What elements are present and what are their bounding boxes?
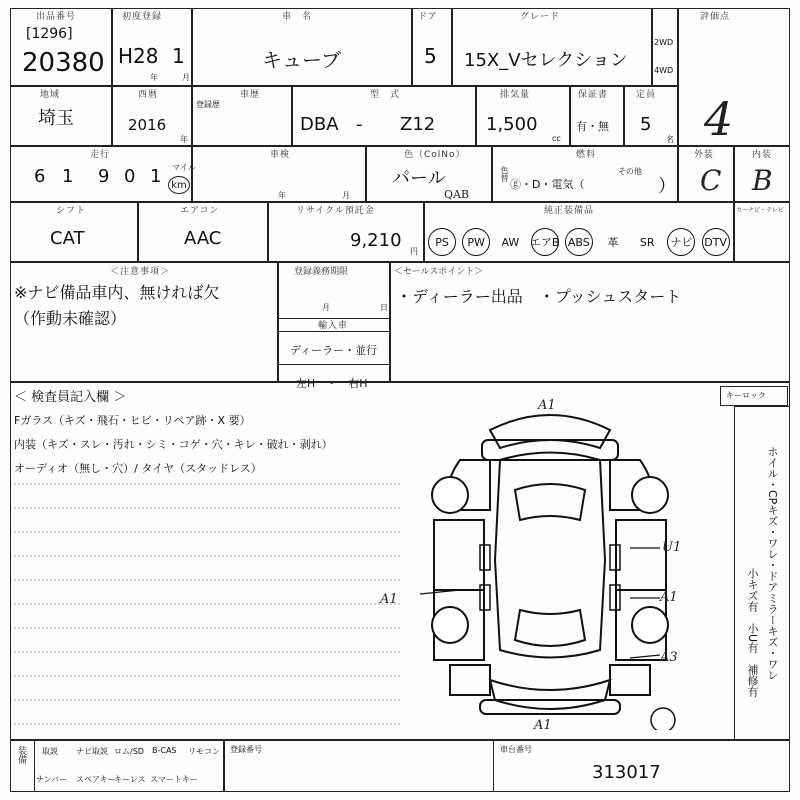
import-label: 輸入車 — [318, 321, 349, 331]
grade-value: 15X_Vセレクション — [464, 50, 628, 71]
footer-bottom-3: キーレス — [114, 775, 146, 784]
car-name: キューブ — [262, 48, 341, 72]
mileage-digit-2: 1 — [62, 166, 74, 187]
notes-line-1: ※ナビ備品車内、無ければ欠 — [14, 283, 220, 302]
color-change-label: 色替 — [500, 166, 509, 182]
grade-label: グレード — [520, 12, 561, 22]
damage-mark-left: A1 — [380, 592, 398, 607]
side-notes-col-1: ホイル・CPキズ・ワレ・ドアミラーキズ・ワレ — [766, 446, 779, 681]
notes-line-2: （作動未確認） — [14, 309, 127, 328]
damage-mark-right-front: U1 — [662, 540, 682, 555]
damage-mark-right-rear: A1 — [660, 590, 678, 605]
inspection-label: 車検 — [270, 150, 291, 160]
reg-number-box — [224, 740, 494, 792]
model-code: Z12 — [400, 114, 436, 135]
history-label: 車歴 — [240, 90, 261, 100]
model-label: 型 式 — [370, 90, 401, 100]
inspection-month-unit: 月 — [342, 191, 350, 200]
recycle-label: リサイクル預託金 — [296, 206, 375, 216]
western-year-label: 西暦 — [138, 90, 159, 100]
chassis-label: 車台番号 — [500, 745, 532, 754]
equipment-item-3: AW — [501, 235, 520, 249]
lot-sub-number: [1296] — [26, 26, 73, 42]
sales-text: ・ディーラー出品 ・プッシュスタート — [396, 287, 682, 306]
car-name-label: 車 名 — [282, 12, 313, 22]
expiry-label: 登録義務期限 — [294, 267, 349, 277]
model-prefix: DBA — [300, 114, 339, 135]
mileage-digit-1: 6 — [34, 166, 46, 187]
drive-2wd: 2WD — [654, 38, 674, 47]
footer-top-4: B-CAS — [152, 746, 177, 755]
footer-bottom-2: スペアキー — [76, 775, 116, 784]
mileage-digit-4: 0 — [124, 166, 136, 187]
footer-left-label: 装備 — [16, 746, 26, 764]
side-notes-box — [734, 406, 790, 740]
inspector-line-2: 内装（キズ・スレ・汚れ・シミ・コゲ・穴・キレ・破れ・剥れ） — [14, 438, 333, 451]
first-reg-year-unit: 年 — [150, 73, 158, 82]
mileage-digit-5: 1 — [150, 166, 162, 187]
first-reg-month-unit: 月 — [182, 73, 190, 82]
drive-4wd: 4WD — [654, 66, 674, 75]
displacement-label: 排気量 — [500, 90, 531, 100]
first-reg-label: 初度登録 — [122, 12, 163, 22]
equipment-item-4: エアB — [531, 228, 559, 256]
color-code: QAB — [444, 188, 470, 201]
footer-bottom-1: ナンバー — [36, 775, 68, 784]
exterior-label: 外装 — [694, 150, 715, 160]
region-value: 埼玉 — [38, 108, 74, 129]
region-label: 地域 — [40, 90, 61, 100]
equipment-label: 純正装備品 — [544, 206, 595, 216]
car-diagram — [420, 400, 680, 730]
capacity-label: 定員 — [636, 90, 657, 100]
recycle-unit: 円 — [410, 247, 418, 256]
reg-number-label: 登録番号 — [230, 745, 262, 754]
fuel-label: 燃料 — [576, 150, 597, 160]
interior-label: 内装 — [752, 150, 773, 160]
footer-top-5: リモコン — [188, 747, 220, 756]
mileage-digit-3: 9 — [98, 166, 110, 187]
interior-grade: B — [752, 164, 773, 197]
damage-mark-rear: A1 — [534, 718, 552, 733]
ac-label: エアコン — [180, 206, 220, 216]
lot-label: 出品番号 — [36, 12, 77, 22]
color-name: パール — [392, 168, 446, 189]
mile-sub-label: マイル — [172, 163, 196, 172]
fuel-options: ⓖ・D・電気（ — [510, 178, 585, 191]
capacity-unit: 名 — [666, 135, 674, 144]
footer-top-2: ナビ取説 — [76, 747, 108, 756]
equipment-item-6: 革 — [607, 236, 619, 249]
damage-mark-rear-quarter: A3 — [660, 650, 678, 665]
door-count: 5 — [424, 44, 437, 68]
exterior-grade: C — [700, 164, 722, 197]
sales-label: ＜セールスポイント＞ — [394, 267, 484, 277]
ac-value: AAC — [184, 228, 222, 249]
fuel-other-label: その他 — [618, 167, 642, 176]
warranty-value: 有・無 — [576, 120, 609, 133]
mileage-label: 走行 — [90, 150, 111, 160]
history-sub-label: 登録歴 — [196, 100, 220, 109]
equipment-item-1: PS — [428, 228, 456, 256]
lot-number: 20380 — [22, 48, 105, 78]
mileage-unit: km — [168, 176, 190, 194]
fuel-close: ） — [658, 176, 676, 197]
equipment-item-5: ABS — [565, 228, 593, 256]
dealer-value: ディーラー・並行 — [290, 344, 378, 357]
damage-mark-front: A1 — [538, 398, 556, 413]
warranty-label: 保証書 — [578, 90, 609, 100]
western-year-unit: 年 — [180, 135, 188, 144]
first-reg-month: 1 — [172, 44, 185, 68]
first-reg-era: H28 — [118, 44, 159, 68]
inspection-year-unit: 年 — [278, 191, 286, 200]
equipment-item-2: PW — [462, 228, 490, 256]
car-nav-label: カーナビ・テレビ — [736, 207, 784, 214]
expiry-month-unit: 月 — [322, 303, 330, 312]
recycle-value: 9,210 — [350, 230, 402, 251]
western-year: 2016 — [128, 116, 167, 134]
footer-top-1: 取説 — [42, 747, 58, 756]
rating-label: 評価点 — [700, 12, 731, 22]
equipment-item-9: DTV — [702, 228, 730, 256]
displacement-value: 1,500 — [486, 114, 538, 135]
door-label: ドア — [418, 12, 438, 22]
shift-value: CAT — [50, 228, 85, 249]
steering-value: 左H ・ 右H — [296, 377, 368, 390]
shift-label: シフト — [56, 206, 87, 216]
displacement-unit: cc — [552, 134, 561, 143]
color-label: 色（ColNo） — [404, 150, 466, 160]
equipment-item-8: ナビ — [667, 228, 695, 256]
chassis-number: 313017 — [592, 762, 661, 783]
capacity-value: 5 — [640, 114, 652, 135]
equipment-item-7: SR — [639, 235, 655, 249]
inspector-line-1: Fガラス（キズ・飛石・ヒビ・リペア跡・X 要） — [14, 414, 251, 427]
footer-top-3: ロム/SD — [114, 747, 144, 756]
footer-bottom-4: スマートキー — [150, 775, 198, 784]
inspector-line-3: オーディオ（無し・穴）/ タイヤ（スタッドレス） — [14, 462, 262, 475]
keylock-label: キーロック — [726, 391, 766, 400]
inspector-label: ＜ 検査員記入欄 ＞ — [14, 390, 127, 405]
rating-value: 4 — [704, 92, 734, 146]
model-dash: - — [356, 114, 363, 135]
side-notes-col-2: 小キズ有 小U有 補修有 — [746, 568, 759, 698]
expiry-day-unit: 日 — [380, 303, 388, 312]
notes-label: ＜注意事項＞ — [110, 267, 171, 277]
